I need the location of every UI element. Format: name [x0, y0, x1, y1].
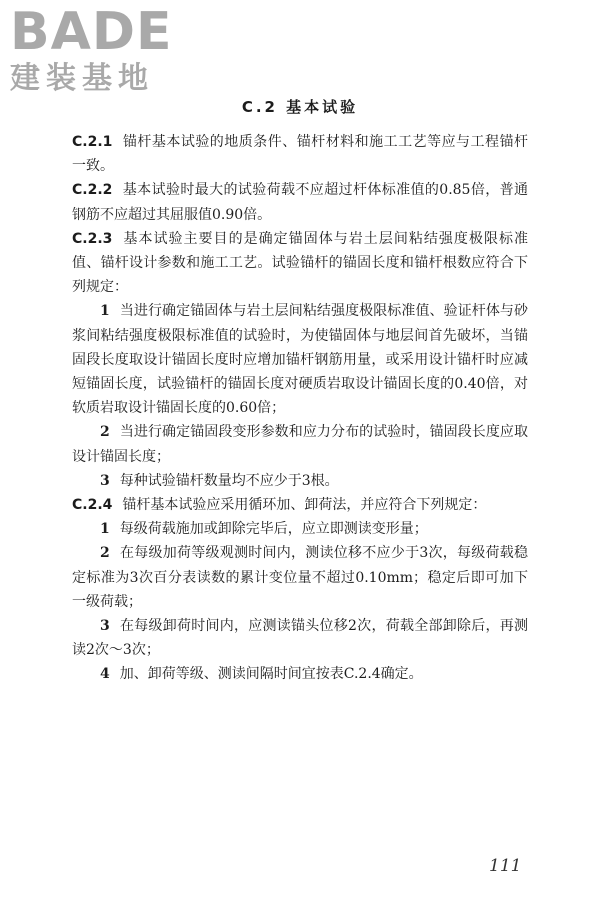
page-number: 111 — [489, 856, 522, 876]
clause-number: C.2.2 — [72, 182, 113, 199]
clause-number: C.2.1 — [72, 134, 113, 150]
list-item — [72, 299, 528, 420]
list-item — [72, 420, 528, 468]
item-number: 3 — [100, 618, 110, 635]
item-text: 在每级卸荷时间内，应测读锚头位移2次，荷载全部卸除后，再测读2次～3次； — [72, 618, 528, 659]
clause-c-2-1 — [72, 130, 528, 178]
item-text: 每种试验锚杆数量均不应少于3根。 — [119, 472, 339, 489]
section-title: C.2 基本试验 — [241, 98, 359, 116]
item-text: 每级荷载施加或卸除完毕后，应立即测读变形量； — [119, 521, 428, 538]
clause-c-2-2 — [72, 178, 528, 226]
clause-text: 基本试验主要目的是确定锚固体与岩土层间粘结强度极限标准值、锚杆设计参数和施工工艺。试验锚杆的锚固长度和锚杆根数应符合下列规定： — [72, 230, 528, 296]
clause-number: C.2.4 — [72, 497, 113, 514]
list-item — [72, 469, 528, 493]
clause-text: 基本试验时最大的试验荷载不应超过杆体标准值的0.85倍，普通钢筋不应超过其屈服值0.90倍。 — [72, 182, 528, 223]
item-text: 在每级加荷等级观测时间内，测读位移不应少于3次，每级荷载稳定标准为3次百分表读数的累计变位量不超过0.10mm；稳定后即可加下一级荷载； — [72, 545, 528, 610]
logo-chinese-text: 建装基地 — [10, 61, 154, 96]
item-number: 4 — [100, 666, 110, 683]
list-item — [72, 517, 528, 541]
list-item — [72, 614, 528, 662]
item-text: 当进行确定锚固段变形参数和应力分布的试验时，锚固段长度应取设计锚固长度； — [72, 424, 528, 465]
clause-c-2-3 — [72, 227, 528, 300]
list-item — [72, 541, 528, 614]
item-number: 2 — [100, 424, 110, 441]
clause-number: C.2.3 — [72, 230, 113, 247]
item-text: 当进行确定锚固体与岩土层间粘结强度极限标准值、验证杆体与砂浆间粘结强度极限标准值的试验时，为使锚固体与地层间首先破坏，当锚固段长度取设计锚固长度时应增加锚杆钢筋用量，或采用设计锚杆时应减短锚固长度，试验锚杆的锚固长度对硬质岩取设计锚固长度的0.40倍，对软质岩取设计锚固长度的0.60倍； — [72, 303, 528, 417]
watermark-logo — [10, 2, 173, 96]
document-body — [72, 130, 528, 687]
item-text: 加、卸荷等级、测读间隔时间宜按表C.2.4确定。 — [119, 666, 423, 683]
item-number: 1 — [100, 303, 110, 320]
logo-wordmark: BADE — [10, 2, 173, 62]
item-number: 1 — [100, 521, 110, 538]
clause-c-2-4 — [72, 493, 528, 517]
item-number: 3 — [100, 472, 110, 489]
clause-text: 锚杆基本试验应采用循环加、卸荷法，并应符合下列规定： — [122, 497, 487, 514]
list-item — [72, 662, 528, 686]
clause-text: 锚杆基本试验的地质条件、锚杆材料和施工工艺等应与工程锚杆一致。 — [72, 134, 528, 175]
item-number: 2 — [100, 545, 110, 562]
